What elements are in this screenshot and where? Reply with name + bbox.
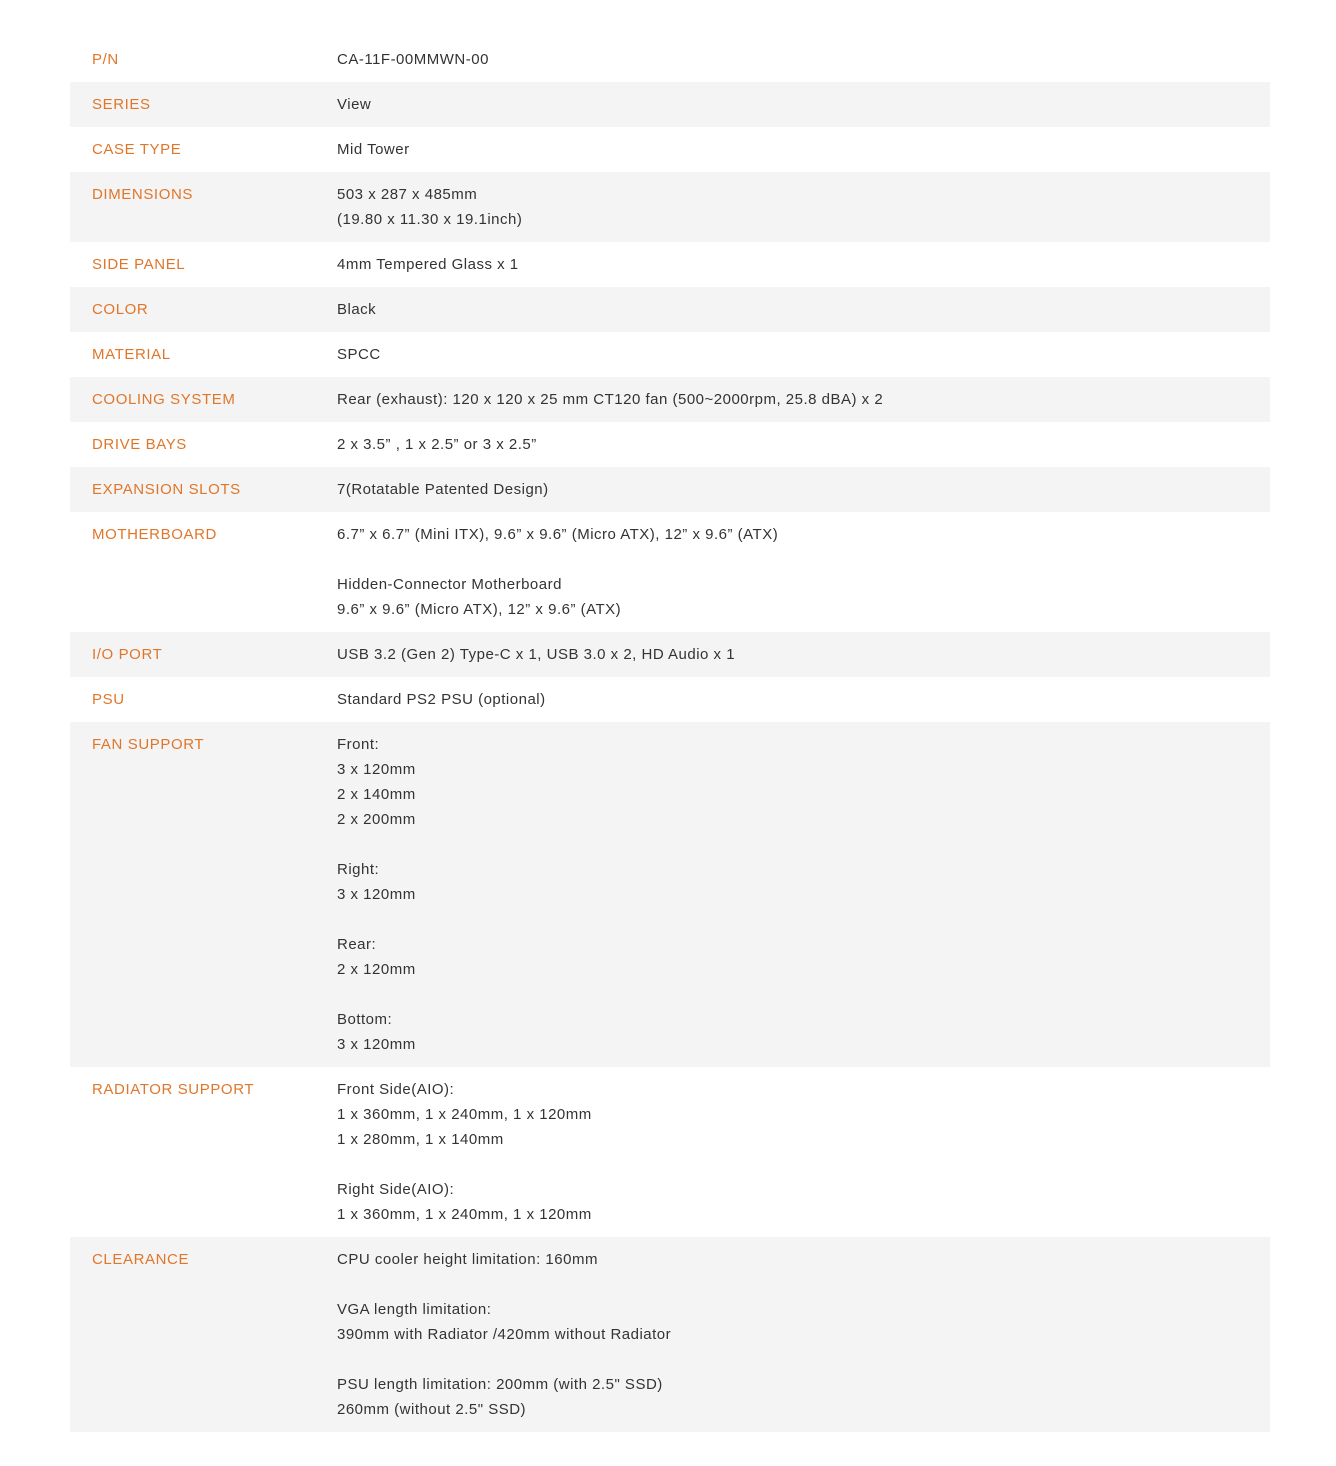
spec-value-line: CA-11F-00MMWN-00 (337, 51, 489, 68)
spec-label: DIMENSIONS (92, 186, 194, 203)
spec-row (70, 377, 1270, 422)
spec-row (70, 467, 1270, 512)
spec-value-line: Rear: (337, 936, 377, 953)
spec-row (70, 1237, 1270, 1432)
spec-value-line: 6.7” x 6.7” (Mini ITX), 9.6” x 9.6” (Micro ATX), 12” x 9.6” (ATX) (337, 526, 779, 543)
spec-label: COOLING SYSTEM (92, 391, 236, 408)
spec-label: SERIES (92, 96, 151, 113)
spec-row (70, 242, 1270, 287)
spec-label: I/O PORT (92, 646, 163, 663)
spec-row (70, 127, 1270, 172)
spec-value-line: CPU cooler height limitation: 160mm (337, 1251, 598, 1268)
spec-value-line: 3 x 120mm (337, 1036, 416, 1053)
spec-value-line: (19.80 x 11.30 x 19.1inch) (337, 211, 523, 228)
spec-value-line: Right: (337, 861, 380, 878)
spec-row (70, 82, 1270, 127)
spec-value (337, 47, 1270, 72)
spec-value-line: Mid Tower (337, 141, 410, 158)
spec-value-line (337, 982, 1270, 1007)
spec-label: DRIVE BAYS (92, 436, 187, 453)
spec-label: CLEARANCE (92, 1251, 190, 1268)
spec-value-line (337, 1272, 1270, 1297)
spec-value (337, 522, 1270, 622)
spec-value-line: 1 x 360mm, 1 x 240mm, 1 x 120mm (337, 1106, 592, 1123)
spec-value-line: View (337, 96, 372, 113)
spec-row (70, 172, 1270, 242)
spec-value (337, 387, 1270, 412)
spec-row (70, 512, 1270, 632)
spec-value (337, 182, 1270, 232)
spec-value (337, 92, 1270, 117)
spec-value-line: 3 x 120mm (337, 761, 416, 778)
spec-value-line: 3 x 120mm (337, 886, 416, 903)
spec-label: COLOR (92, 301, 149, 318)
spec-value-line (337, 1347, 1270, 1372)
spec-value-line: Standard PS2 PSU (optional) (337, 691, 546, 708)
spec-value-line: 4mm Tempered Glass x 1 (337, 256, 519, 273)
spec-table (70, 37, 1270, 1432)
spec-value (337, 342, 1270, 367)
spec-value-line: 260mm (without 2.5" SSD) (337, 1401, 527, 1418)
spec-value-line: 9.6” x 9.6” (Micro ATX), 12” x 9.6” (ATX) (337, 601, 622, 618)
spec-label: P/N (92, 51, 119, 68)
spec-value (337, 687, 1270, 712)
spec-value-line: Hidden-Connector Motherboard (337, 576, 562, 593)
spec-value-line: Front Side(AIO): (337, 1081, 455, 1098)
spec-value-line: Black (337, 301, 377, 318)
spec-row (70, 287, 1270, 332)
spec-value-line: Bottom: (337, 1011, 393, 1028)
spec-value-line: 1 x 280mm, 1 x 140mm (337, 1131, 504, 1148)
spec-row (70, 677, 1270, 722)
spec-value-line: 2 x 3.5” , 1 x 2.5” or 3 x 2.5” (337, 436, 537, 453)
spec-value-line: 2 x 120mm (337, 961, 416, 978)
spec-value-line: Rear (exhaust): 120 x 120 x 25 mm CT120 fan (500~2000rpm, 25.8 dBA) x 2 (337, 391, 884, 408)
spec-value-line: 503 x 287 x 485mm (337, 186, 478, 203)
spec-value (337, 642, 1270, 667)
spec-value-line: 2 x 200mm (337, 811, 416, 828)
spec-row (70, 632, 1270, 677)
spec-label: PSU (92, 691, 125, 708)
spec-value-line: 390mm with Radiator /420mm without Radiator (337, 1326, 672, 1343)
spec-label: SIDE PANEL (92, 256, 186, 273)
spec-value (337, 432, 1270, 457)
spec-value-line: 7(Rotatable Patented Design) (337, 481, 549, 498)
spec-label: MOTHERBOARD (92, 526, 217, 543)
spec-value-line (337, 1152, 1270, 1177)
spec-row (70, 332, 1270, 377)
spec-value-line: VGA length limitation: (337, 1301, 492, 1318)
spec-label: CASE TYPE (92, 141, 182, 158)
spec-value (337, 732, 1270, 1057)
spec-value-line: Front: (337, 736, 380, 753)
spec-value-line (337, 547, 1270, 572)
spec-value (337, 252, 1270, 277)
spec-value-line: 2 x 140mm (337, 786, 416, 803)
spec-value-line: SPCC (337, 346, 381, 363)
spec-label: EXPANSION SLOTS (92, 481, 241, 498)
spec-value-line: PSU length limitation: 200mm (with 2.5" SSD) (337, 1376, 663, 1393)
spec-value (337, 1077, 1270, 1227)
spec-value (337, 1247, 1270, 1422)
spec-value (337, 297, 1270, 322)
spec-value (337, 137, 1270, 162)
spec-row (70, 37, 1270, 82)
spec-value-line (337, 907, 1270, 932)
spec-row (70, 722, 1270, 1067)
spec-row (70, 1067, 1270, 1237)
spec-value-line: USB 3.2 (Gen 2) Type-C x 1, USB 3.0 x 2, HD Audio x 1 (337, 646, 736, 663)
spec-value-line: Right Side(AIO): (337, 1181, 455, 1198)
spec-label: MATERIAL (92, 346, 171, 363)
spec-row (70, 422, 1270, 467)
spec-value (337, 477, 1270, 502)
spec-label: RADIATOR SUPPORT (92, 1081, 255, 1098)
spec-value-line: 1 x 360mm, 1 x 240mm, 1 x 120mm (337, 1206, 592, 1223)
spec-label: FAN SUPPORT (92, 736, 205, 753)
spec-value-line (337, 832, 1270, 857)
